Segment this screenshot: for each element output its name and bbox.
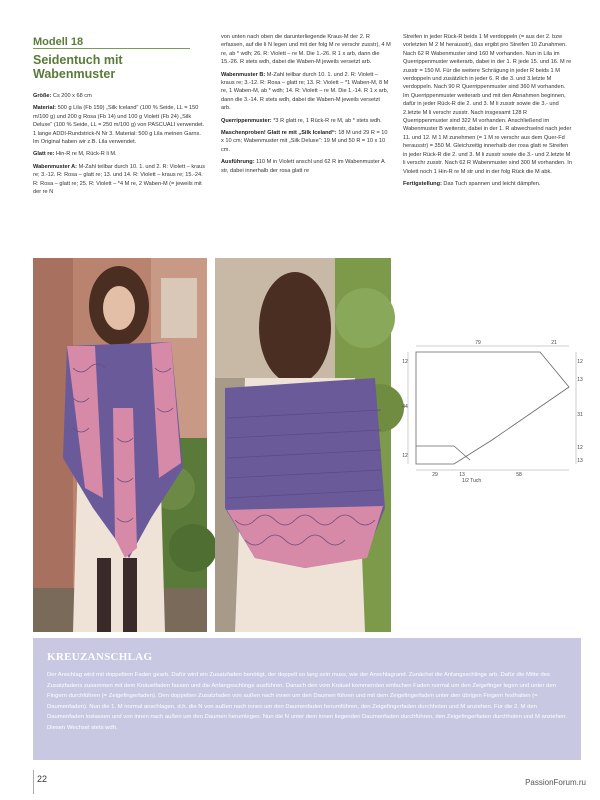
paragraph (33, 150, 207, 158)
paragraph-label: Glatt re: (33, 151, 55, 158)
paragraph (33, 104, 207, 146)
paragraph-label: Material: (33, 105, 57, 112)
dim-label: 21 (551, 340, 557, 346)
dim-label: 31 (577, 412, 583, 418)
dim-label: 13 (577, 458, 583, 464)
instructions-column-3 (403, 33, 573, 192)
paragraph (221, 129, 391, 154)
dim-label: 29 (432, 472, 438, 478)
paragraph (33, 92, 207, 100)
photo-shawl-front-image (33, 258, 207, 632)
info-box-title: KREUZANSCHLAG (47, 651, 153, 663)
paragraph-text: 110 M in Violett anschl und 62 R im Wabenmuster A str, dabei innerhalb der rosa glatt re (221, 159, 385, 174)
dim-label: 12 (577, 359, 583, 365)
paragraph-text: M-Zahl teilbar durch 10. 1. und 2. R: Violett – kraus re; 3.-12. R: Rosa – glatt re; 13. R: Violett – *1 Waben-M, 8 M re, 1 Waben-M, ab * wdh; 14. R: Violett – re M. Die 1.-14. R 1 x arb, dann die 3.-14. R stets wdh, dabei die Waben-M jeweils versetzt arb. (221, 71, 389, 112)
paragraph-text: *3 R glatt re, 1 Rück-R re M, ab * stets wdh. (271, 117, 382, 124)
schematic-inner-line (454, 446, 470, 460)
model-label: Modell 18 (33, 36, 84, 48)
paragraph-text: Das Tuch spannen und leicht dämpfen. (441, 180, 541, 187)
paragraph-text: Cs 200 x 68 cm (51, 93, 92, 99)
instructions-column-1 (33, 92, 207, 200)
paragraph-text: 500 g Lila (Fb 159) „Silk Iceland“ (100 % Seide, LL = 150 m/100 g) und 200 g Rosa (Fb 14) und 100 g Violett (Fb 24) „Silk Deluxe“ (100 % Seide, LL = 250 m/100 g) von PASCUALI verwendet. 1 lange ADDI-Rundstrick-N Nr 3. Material: 500 g Lila meinen Garns. Im Original haben wir z.B. Lila verwendet. (33, 105, 205, 146)
dim-label: 44 (402, 404, 408, 410)
dim-label: 58 (516, 472, 522, 478)
page-title: Seidentuch mit Wabenmuster (33, 53, 123, 81)
dim-label: 13 (577, 377, 583, 383)
paragraph-text: 18 M und 29 R = 10 x 10 cm; Wabenmuster mit „Silk Deluxe“: 19 M und 50 R = 10 x 10 cm. (221, 130, 388, 153)
paragraph (221, 158, 391, 175)
info-box-text: Der Anschlag wird mit doppeltem Faden gearb. Dafür wird ein Zusatzfaden benötigt, der doppelt so lang sein muss, wie der Anschlagrand. Zunächst die Anfangsschlinge arb. Dafür die Mitte des Zusatzfadens zusammen mit dem Knäuelfaden fassen und die Anfangsschlinge ausführen. Danach den vom Knäuel kommenden einfachen Faden normal um den Zeigefinger legen und unter den Fingern durchführen (= Zeigefingerfaden). Den doppelten Zusatzfaden von außen nach innen um den Daumen führen und mit dem Zeigefingerfaden unter den übrigen Fingern festhalten (= Daumenfaden). Nun die 1. M normal anschlagen, d.h. die N von außen nach innen um den Daumenfaden herumführen, den Zeigefingerfaden durchholen und M anziehen. Für die 2. M den Daumenfaden loslassen und von innen nach außen um den Daumen herumlegen. Nun die N unter dem innen liegenden Daumenfaden durchführen, den Zeigefingerfaden durchholen und M anziehen. Diesen Wechsel stets wdh. (47, 672, 568, 731)
schematic-drawing (404, 340, 584, 500)
photo-shawl-front (33, 258, 207, 632)
schematic-caption: 1/2 Tuch (462, 478, 482, 484)
photo-shawl-back-image (215, 258, 391, 632)
dim-label: 12 (402, 359, 408, 365)
page-number: 22 (37, 774, 48, 784)
watermark: PassionForum.ru (525, 778, 586, 787)
title-divider (33, 48, 190, 49)
dim-label: 12 (577, 445, 583, 451)
schematic-outline (416, 352, 569, 464)
info-box-kreuzanschlag (33, 638, 581, 760)
paragraph-label: Größe: (33, 93, 52, 99)
paragraph-label: Maschenproben! Glatt re mit „Silk Iceland“: (221, 130, 337, 137)
paragraph-label: Wabenmuster B: (221, 71, 266, 78)
paragraph-text: Hin-R re M, Rück-R li M. (54, 151, 117, 158)
paragraph (221, 33, 391, 67)
paragraph-label: Ausführung: (221, 159, 255, 166)
paragraph-label: Fertigstellung: (403, 180, 442, 187)
dim-label: 12 (402, 453, 408, 459)
page-number-rule (33, 770, 34, 794)
dim-label: 13 (459, 472, 465, 478)
shawl-schematic (404, 340, 584, 500)
photo-shawl-back (215, 258, 391, 632)
paragraph (33, 163, 207, 197)
paragraph (403, 33, 573, 176)
paragraph (221, 117, 391, 125)
paragraph (221, 71, 391, 113)
paragraph-text: Streifen in jeder Rück-R beids 1 M verdoppeln (= aus der 2. bzw vorletzten M 2 M herausstr), das ergibt pro Streifen 10 Zunahmen. Nach 62 R Wabenmuster sind 160 M vorhanden. Nun in Lila im Querrippenmuster weiterarb, dabei in der 1. R jede 15. und 16. M re zusstr = 150 M. Für die weitere Schrägung in jeder R beids 1 M verdoppeln und zusätzlich in jeder 6. R die 3. und 3.letzte M verdoppeln. Nach 90 R Querrippenmuster sind 360 M vorhanden. Im Querrippenmuster weiterarb und mit den Abnahmen beginnen, dafür in jeder Rück-R die 2. und 3. M li zusstr sowie die 3.- und 2.letzte M li verschr zusstr. Nach insgesamt 128 R Querrippenmuster sind 322 M vorhanden. Anschließend im Wabenmuster B weiterstr, dabei in der 1. R abwechselnd nach jeder 11. und 12. M 1 M zunehmen (= 1 M re verschr aus dem Quer-Fd herausstr) = 350 M. Gleichzeitig innerhalb der rosa glatt re Streifen in jeder Rück-R die 2. und 3. M li zusstr sowie die 3.- und 2.letzte M li verschr zusstr. Nach 62 R Wabenmuster sind 300 M vorhanden. In Violett noch 1 Hin-R re M str und in der folg Rück die M abk. (403, 34, 572, 175)
instructions-column-2 (221, 33, 391, 179)
paragraph-label: Querrippenmuster: (221, 117, 272, 124)
paragraph (403, 180, 573, 188)
dim-label: 79 (475, 340, 481, 346)
paragraph-text: M-Zahl teilbar durch 10. 1. und 2. R: Violett – kraus re; 3.-12. R: Rosa – glatt re; 13. und 14. R: Violett – kraus re; 15.-24. R: Rosa – glatt re; 25. R: Violett – *4 M re, 2 Waben-M (= jeweils mit der re N (33, 163, 206, 196)
paragraph-text: von unten nach oben die darunterliegende Kraus-M der 2. R erfassen, auf die li N legen und mit der folg M re verschr zusstr), 4 M re, ab * wdh; 26. R: Violett – re M. Die 1.-26. R 1 x arb, dann die 15.-26. R stets wdh, dabei die Waben-M jeweils versetzt arb. (221, 34, 391, 66)
paragraph-label: Wabenmuster A: (33, 163, 78, 170)
